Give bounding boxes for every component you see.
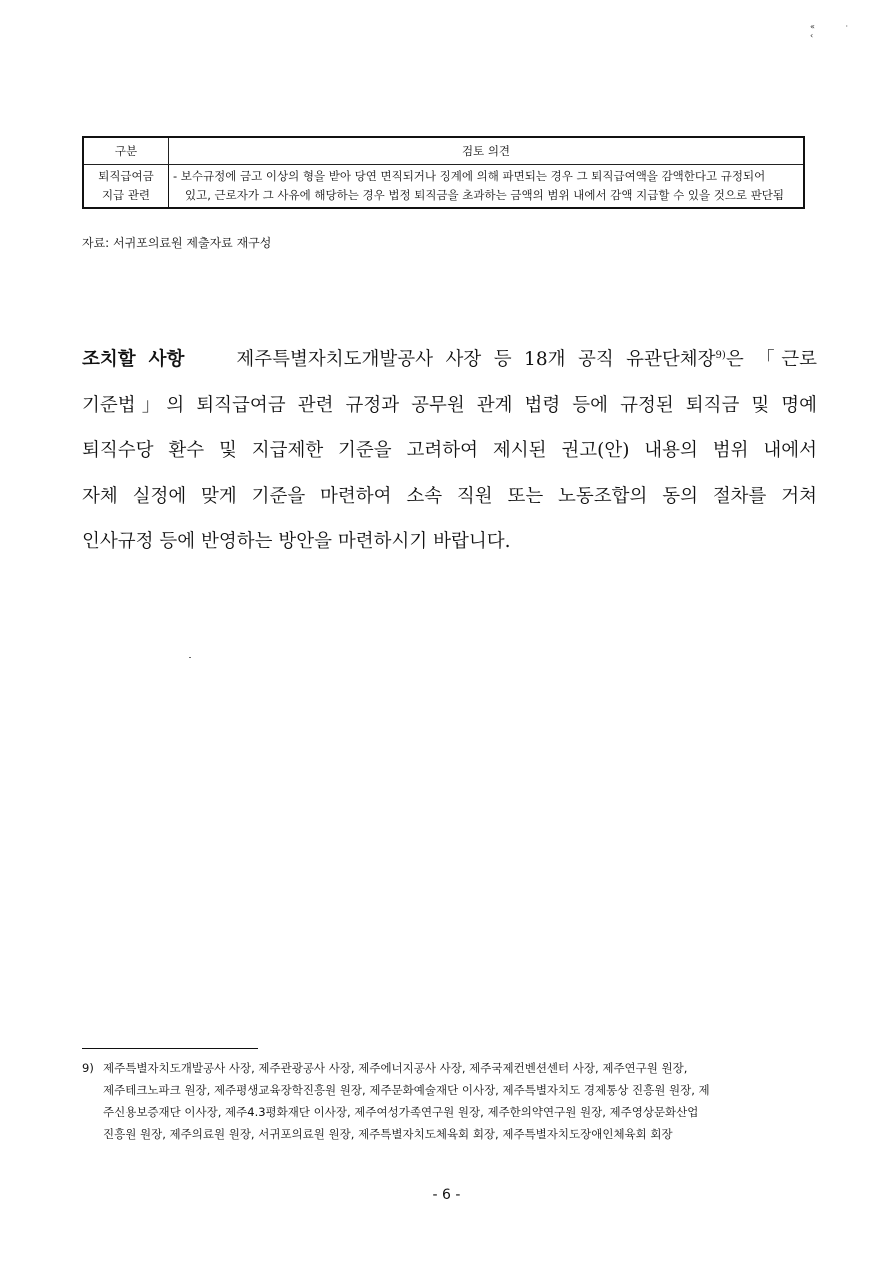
opinion-line: 있고, 근로자가 그 사유에 해당하는 경우 법정 퇴직금을 초과하는 금액의 범위 내에서 감액 지급할 수 있을 것으로 판단됨 [185,188,785,202]
header-opinion: 검토 의견 [169,137,805,165]
header-category: 구분 [83,137,169,165]
review-table [82,136,805,209]
paragraph-line: 인사규정 등에 반영하는 방안을 마련하시기 바랍니다. [82,531,511,553]
row-opinion [169,165,805,209]
footnote [82,1057,817,1145]
footnote-ref[interactable]: 9) [715,350,726,361]
footnote-line: 제주테크노파크 원장, 제주평생교육장학진흥원 원장, 제주문화예술재단 이사장, 제주특별자치도 경제통상 진흥원 원장, 제 [103,1083,710,1097]
action-paragraph [82,333,817,565]
source-note: 자료: 서귀포의료원 제출자료 재구성 [82,236,272,250]
stray-mark [189,657,191,658]
footnote-number: 9) [82,1061,94,1075]
paragraph-line: 퇴직수당 환수 및 지급제한 기준을 고려하여 제시된 권고(안) 내용의 범위 내에서 [82,440,817,462]
footnote-line: 제주특별자치도개발공사 사장, 제주관광공사 사장, 제주에너지공사 사장, 제주국제컨벤션센터 사장, 제주연구원 원장, [103,1061,688,1075]
footnote-line: 주신용보증재단 이사장, 제주4.3평화재단 이사장, 제주여성가족연구원 원장, 제주한의약연구원 원장, 제주영상문화산업 [103,1105,699,1119]
footnote-line: 진흥원 원장, 제주의료원 원장, 서귀포의료원 원장, 제주특별자치도체육회 회장, 제주특별자치도장애인체육회 회장 [103,1127,673,1141]
paragraph-line: 자체 실정에 맞게 기준을 마련하여 소속 직원 또는 노동조합의 동의 절차를 거쳐 [82,485,817,507]
page-number: - 6 - [432,1187,461,1203]
paragraph-line: 기준법」의 퇴직급여금 관련 규정과 공무원 관계 법령 등에 규정된 퇴직금 및 명예 [82,394,817,416]
action-heading: 조치할 사항 [82,349,185,371]
table-header-row [83,137,804,165]
row-category: 퇴직급여금 지급 관련 [83,165,169,209]
scan-marks: « · ‹ [810,22,862,40]
table-row [83,165,804,209]
footnote-divider [82,1048,258,1049]
paragraph-line: 조치할 사항 제주특별자치도개발공사 사장 등 18개 공직 유관단체장$^{9)}$은 「근로 [82,349,818,371]
opinion-line: - 보수규정에 금고 이상의 형을 받아 당연 면직되거나 징계에 의해 파면되는 경우 그 퇴직급여액을 감액한다고 규정되어 [173,169,766,183]
footnote-text [103,1057,817,1145]
